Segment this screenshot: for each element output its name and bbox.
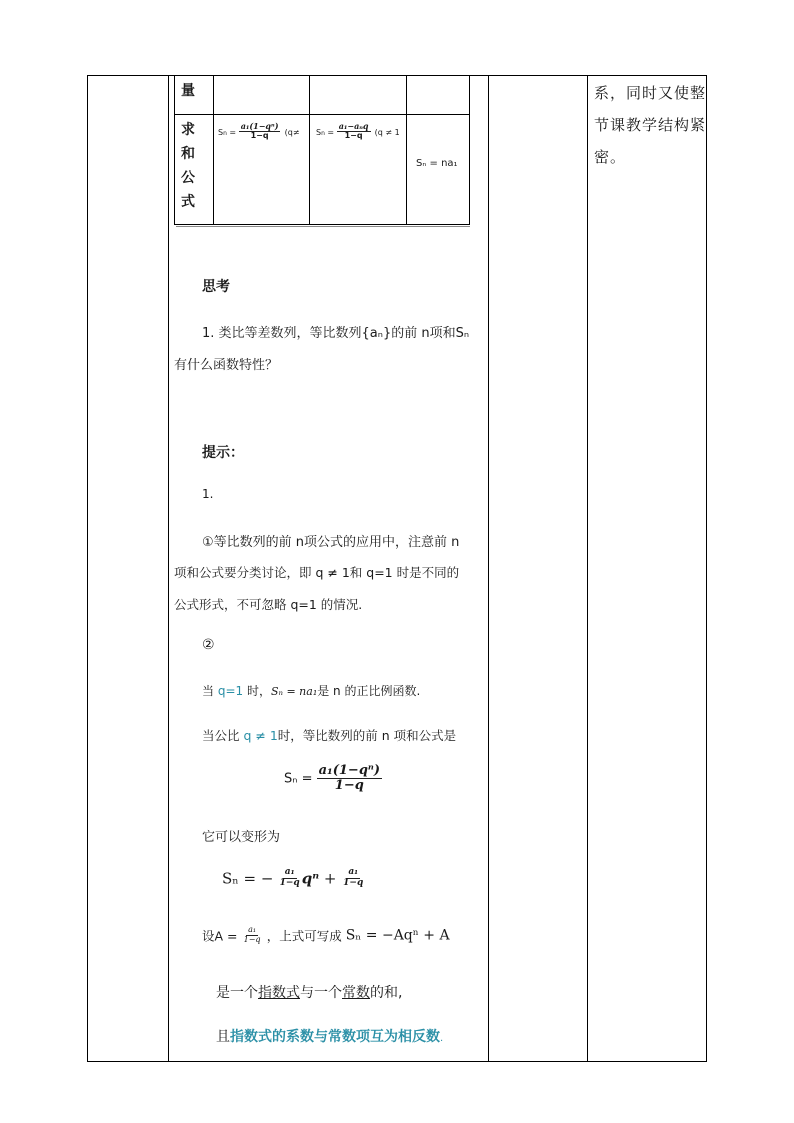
- inner-table-row-divider: [174, 114, 470, 115]
- right-col-line-1: 系，同时又使整: [594, 84, 707, 102]
- outer-col-border-3: [488, 75, 489, 1062]
- display-formula-lhs: Sₙ =: [284, 771, 313, 787]
- formula-2-cond: (q ≠ 1: [374, 127, 400, 137]
- inner-table-col-border-3: [406, 75, 407, 225]
- conclusion-post: .: [440, 1033, 444, 1044]
- outer-col-border-4: [587, 75, 588, 1062]
- transform-text: 它可以变形为: [202, 830, 281, 845]
- inner-row2-label-2: 和: [181, 146, 195, 162]
- when-formula: Sₙ = na₁: [270, 685, 318, 698]
- transformed-frac-num: a₁: [284, 867, 295, 877]
- conclusion-pre: 且: [216, 1029, 230, 1045]
- transformed-frac-den: 1−q: [279, 877, 300, 888]
- formula-2-den: 1−q: [344, 130, 363, 140]
- when-q-equals-1-line: [202, 682, 420, 699]
- right-col-line-2: 节课教学结构紧: [594, 116, 707, 134]
- formula-1-sub: n: [223, 129, 227, 137]
- right-col-line-3: 密。: [594, 148, 627, 166]
- when-condition: q=1: [217, 684, 244, 698]
- when-prefix: 当: [202, 684, 218, 698]
- inner-table-right-border: [469, 75, 470, 225]
- formula-2-lhs: S: [316, 127, 322, 137]
- transformed-term: qⁿ: [301, 869, 320, 888]
- question-1-line-2: 有什么函数特性？: [174, 358, 279, 373]
- display-formula-den: 1−q: [334, 778, 364, 794]
- sum-post: 的和,: [370, 985, 403, 1001]
- inner-table-bottom-shadow: [176, 226, 470, 227]
- outer-col-border-1: [87, 75, 88, 1062]
- think-heading: 思考: [202, 279, 230, 295]
- formula-1-lhs: S: [218, 127, 224, 137]
- sum-line: [216, 982, 402, 1002]
- inner-row1-label: 量: [181, 83, 195, 99]
- transformed-frac2-den: 1−q: [343, 877, 364, 888]
- inner-table-col-border-1: [213, 75, 214, 225]
- inner-formula-1: Sn = $\frac{\text{a₁(1−qⁿ)}}{1-q}$ (q≠: [218, 122, 300, 140]
- transformed-plus: +: [319, 869, 342, 888]
- ratio-suffix: 时，等比数列的前 n 项和公式是: [277, 728, 457, 743]
- ratio-condition: q ≠ 1: [243, 728, 278, 743]
- circle-two: ②: [202, 637, 215, 653]
- formula-1-num: a₁(1−qⁿ): [240, 122, 279, 131]
- set-prefix: 设A =: [202, 928, 238, 944]
- ratio-prefix: 当公比: [202, 728, 244, 743]
- sum-u1: 指数式: [258, 985, 300, 1001]
- formula-2-sub: n: [321, 129, 325, 137]
- formula-2-num: a₁−aₙq: [338, 122, 369, 131]
- transformed-frac2-num: a₁: [348, 867, 359, 877]
- inner-row2-label-1: 求: [181, 122, 195, 138]
- formula-1-cond: (q≠: [284, 127, 300, 137]
- outer-col-border-2: [168, 75, 169, 1062]
- hint-paragraph-line-2: 项和公式要分类讨论，即 q ≠ 1和 q=1 时是不同的: [174, 565, 460, 580]
- when-mid: 时，: [243, 684, 271, 698]
- set-den: 1−q: [243, 934, 261, 944]
- sum-u2: 常数: [342, 985, 370, 1001]
- inner-table-bottom-border: [174, 224, 470, 225]
- set-num: a₁: [248, 925, 257, 934]
- formula-1-den: 1−q: [250, 130, 269, 140]
- transformed-lhs: Sₙ = −: [222, 869, 274, 888]
- set-mid: ，上式可写成: [266, 928, 346, 944]
- set-formula: Sₙ = −Aqⁿ + A: [345, 927, 450, 944]
- conclusion-line: [216, 1026, 443, 1046]
- outer-col-border-5: [706, 75, 707, 1062]
- inner-row2-label-4: 式: [181, 194, 195, 210]
- inner-formula-3: Sₙ = na₁: [416, 158, 458, 169]
- display-formula: [284, 764, 382, 794]
- inner-row2-label-3: 公: [181, 170, 195, 186]
- set-a-line: [202, 926, 450, 945]
- display-formula-num: a₁(1−qⁿ): [318, 763, 381, 778]
- ratio-line: [202, 726, 456, 744]
- outer-table-bottom-border: [87, 1061, 707, 1062]
- transformed-formula: [222, 868, 365, 889]
- inner-table-left-border: [174, 75, 175, 225]
- hint-paragraph-line-1: ①等比数列的前 n项公式的应用中，注意前 n: [202, 535, 460, 550]
- when-suffix: 是 n 的正比例函数.: [317, 684, 421, 698]
- inner-formula-2: Sn = $\frac{\text{a₁−aₙq}}{1-q}$ (q ≠ 1: [316, 122, 400, 140]
- outer-table-top-border: [87, 75, 707, 76]
- question-1-line-1: 1. 类比等差数列，等比数列{aₙ}的前 n项和Sₙ: [202, 326, 470, 341]
- hint-number: 1.: [202, 487, 214, 501]
- hint-heading: 提示：: [202, 445, 244, 461]
- conclusion-teal: 指数式的系数与常数项互为相反数: [230, 1029, 440, 1045]
- sum-pre: 是一个: [216, 985, 258, 1001]
- inner-table-col-border-2: [309, 75, 310, 225]
- hint-paragraph-line-3: 公式形式，不可忽略 q=1 的情况.: [174, 597, 363, 612]
- sum-mid: 与一个: [300, 985, 342, 1001]
